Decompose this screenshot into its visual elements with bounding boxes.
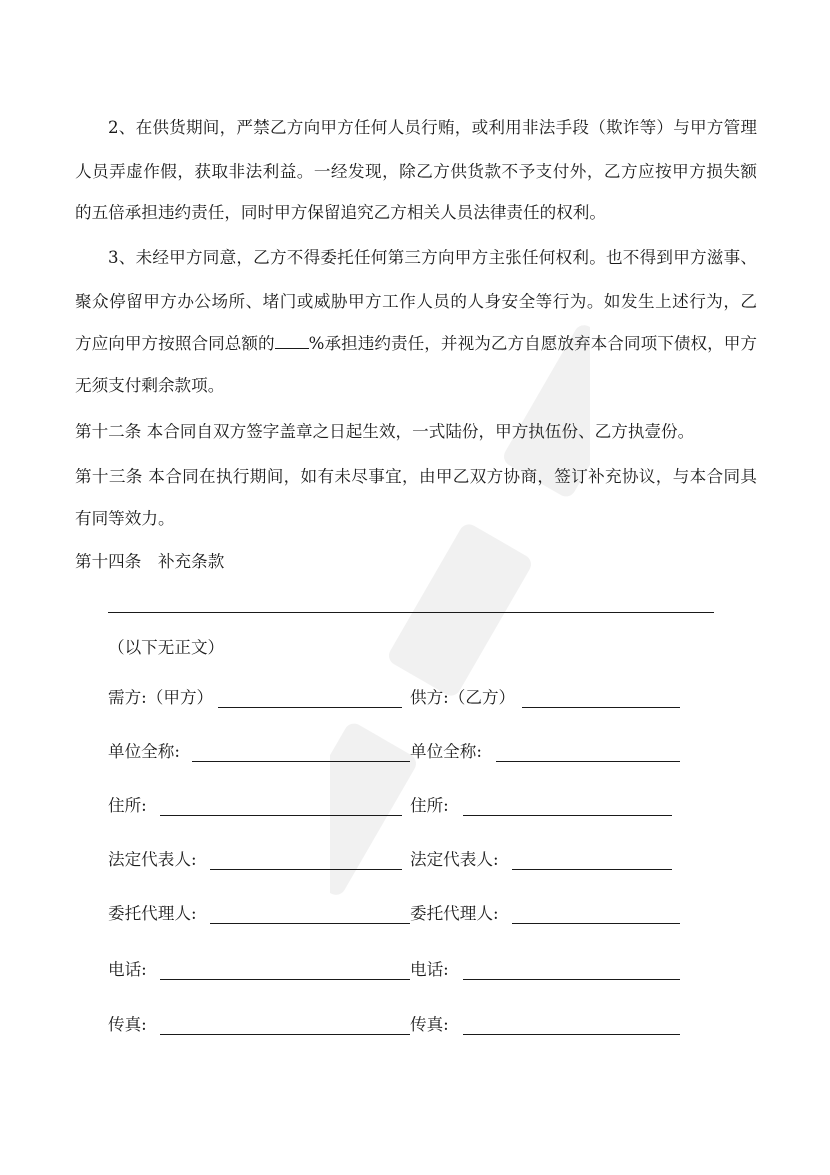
supplier-line bbox=[522, 707, 680, 708]
clause3-line: 无须支付剩余款项。 bbox=[75, 376, 225, 395]
no-more-text: （以下无正文） bbox=[108, 638, 225, 657]
signature-line bbox=[192, 761, 410, 762]
clause2-line: 的五倍承担违约责任，同时甲方保留追究乙方相关人员法律责任的权利。 bbox=[75, 203, 606, 222]
clause3-text: 方应向甲方按照合同总额的 bbox=[75, 334, 275, 353]
clause2-line: 2、在供货期间，严禁乙方向甲方任何人员行贿，或利用非法手段（欺诈等）与甲方管理 bbox=[108, 118, 757, 137]
signature-line bbox=[463, 1034, 680, 1035]
buyer-address-label: 住所: bbox=[108, 796, 147, 815]
clause3-line bbox=[75, 334, 757, 354]
signature-line bbox=[160, 1034, 410, 1035]
supplier-fax-label: 传真: bbox=[410, 1015, 449, 1034]
buyer-name-label: 单位全称: bbox=[108, 742, 180, 761]
supplier-agent-label: 委托代理人: bbox=[410, 904, 499, 923]
supplier-address-label: 住所: bbox=[410, 796, 449, 815]
signature-line bbox=[160, 979, 410, 980]
signature-line bbox=[496, 761, 680, 762]
signature-line bbox=[210, 923, 410, 924]
supplementary-terms-line bbox=[108, 612, 714, 613]
percentage-blank bbox=[275, 334, 309, 349]
buyer-phone-label: 电话: bbox=[108, 960, 147, 979]
supplier-label: 供方:（乙方） bbox=[410, 688, 516, 707]
clause2-line: 人员弄虚作假，获取非法利益。一经发现，除乙方供货款不予支付外，乙方应按甲方损失额 bbox=[75, 162, 757, 181]
buyer-line bbox=[218, 707, 402, 708]
buyer-legal-rep-label: 法定代表人: bbox=[108, 850, 197, 869]
buyer-agent-label: 委托代理人: bbox=[108, 904, 197, 923]
signature-line bbox=[512, 869, 672, 870]
supplier-phone-label: 电话: bbox=[410, 960, 449, 979]
signature-line bbox=[512, 923, 680, 924]
supplier-name-label: 单位全称: bbox=[410, 742, 482, 761]
article-13-line: 第十三条 本合同在执行期间，如有未尽事宜，由甲乙双方协商，签订补充协议，与本合同具 bbox=[75, 467, 757, 486]
buyer-label: 需方:（甲方） bbox=[108, 688, 214, 707]
article-12: 第十二条 本合同自双方签字盖章之日起生效，一式陆份，甲方执伍份、乙方执壹份。 bbox=[75, 422, 695, 441]
signature-line bbox=[463, 979, 680, 980]
buyer-fax-label: 传真: bbox=[108, 1015, 147, 1034]
article-13-line: 有同等效力。 bbox=[75, 509, 175, 528]
supplier-legal-rep-label: 法定代表人: bbox=[410, 850, 499, 869]
signature-line bbox=[160, 815, 402, 816]
clause3-text: %承担违约责任，并视为乙方自愿放弃本合同项下债权，甲方 bbox=[308, 334, 757, 353]
signature-line bbox=[463, 815, 672, 816]
clause3-line: 3、未经甲方同意，乙方不得委托任何第三方向甲方主张任何权利。也不得到甲方滋事、 bbox=[108, 248, 757, 267]
article-14: 第十四条 补充条款 bbox=[75, 552, 225, 571]
signature-line bbox=[210, 869, 402, 870]
clause3-line: 聚众停留甲方办公场所、堵门或威胁甲方工作人员的人身安全等行为。如发生上述行为，乙 bbox=[75, 292, 757, 311]
